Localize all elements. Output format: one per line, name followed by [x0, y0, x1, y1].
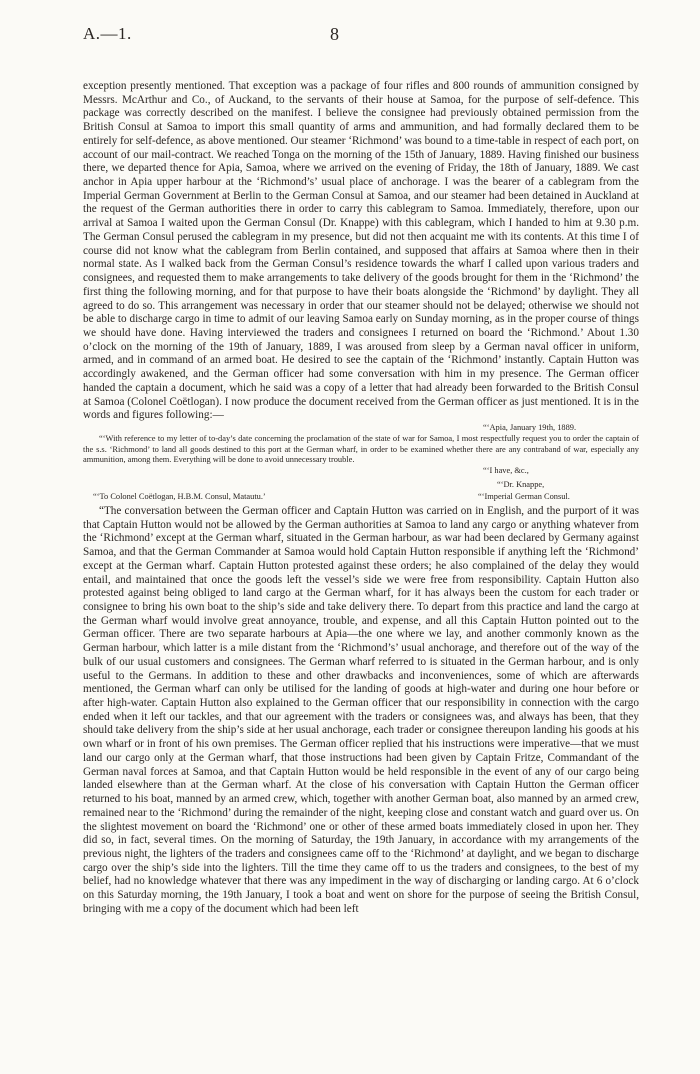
letter-signature: “‘Dr. Knappe, [497, 479, 545, 489]
letter-closing: “‘I have, &c., [483, 465, 529, 475]
letter-signatory-title: “‘Imperial German Consul. [478, 491, 570, 501]
quoted-letter [83, 423, 639, 505]
page-number: 8 [330, 24, 339, 44]
section-reference: A.—1. [83, 24, 132, 43]
letter-text: “‘With reference to my letter of to-day’s date concerning the proclamation of the state of war for Samoa, I most respectfully request you to order the captain of the s.s. ‘Richmond’ to land all goods destined to this port at the German wharf, in order to be examined whether there are any contraband of war, especially any ammunition, among them. Everything will be done to avoid unnecessary trouble. [83, 433, 639, 465]
body-text [83, 80, 639, 917]
letter-addressee: “‘To Colonel Coëtlogan, H.B.M. Consul, Matautu.’ [93, 491, 266, 501]
paragraph-2: “The conversation between the German officer and Captain Hutton was carried on in English, and the purport of it was that Captain Hutton would not be allowed by the German authorities at Samoa to land any cargo or anything whatever from the ‘Richmond’ except at the German wharf, situated in the German harbour, as war had been declared by Germany against Samoa, and that the German Commander at Samoa would hold Captain Hutton responsible if anything left the ‘Richmond’ except at the German wharf. Captain Hutton protested against these orders; he also complained of the delay they would entail, and maintained that once the goods left the vessel’s side we were free from responsibility. Captain Hutton also protested against being obliged to land cargo at the German wharf, for it has always been the custom for each trader or consignee to bring his own boat to the ship’s side and take delivery there. To depart from this practice and land the cargo at the German wharf would involve great annoyance, trouble, and expense, and all this Captain Hutton pointed out to the German officer. There are two separate harbours at Apia—the one where we lay, and another commonly known as the German harbour, which latter is a mile distant from the ‘Richmond’s’ usual anchorage, and therefore out of the way of the bulk of our usual customers and consignees. The German wharf referred to is situated in the German harbour, and is only useful to the Germans. In addition to these and other drawbacks and inconveniences, some of which are afterwards mentioned, the German wharf can only be utilised for the landing of goods at high-water and during one hour before or after high-water. Captain Hutton also explained to the German officer that our responsibility in connection with the cargo ended when it left our tackles, and that our agreement with the traders or consignees was, and always has been, that they should take delivery from the ship’s side at her usual anchorage, each trader or consignee thereupon landing his goods at his own wharf or in front of his own premises. The German officer replied that his instructions were imperative—that we must land our cargo only at the German wharf, that those instructions had been given by Captain Fritze, Commandant of the German naval forces at Samoa, and that Captain Hutton would be held responsible in the event of any of our cargo being landed elsewhere than at the German wharf. At the close of his conversation with Captain Hutton the German officer returned to his boat, manned by an armed crew, which, together with another German boat, also manned by an armed crew, remained near to the ‘Richmond’ during the remainder of the night, keeping close and constant watch and guard over us. On the slightest movement on board the ‘Richmond’ one or other of these armed boats immediately closed in upon her. They did so, in fact, several times. On the morning of Saturday, the 19th January, in accordance with my arrangements of the previous night, the lighters of the traders and consignees came off to the ‘Richmond’ at daylight, and we began to discharge cargo over the ship’s side into the lighters. Till the time they came off to us the traders and consignees, to the best of my belief, had no knowledge whatever that there was any impediment in the way of discharging or landing cargo. At 6 o’clock on this Saturday morning, the 19th January, I took a boat and went on shore for the purpose of seeing the British Consul, bringing with me a copy of the document which had been left [83, 504, 639, 915]
paragraph-1: exception presently mentioned. That exception was a package of four rifles and 800 rounds of ammunition consigned by Messrs. McArthur and Co., of Auckand, to the servants of their house at Samoa, for the purpose of self-defence. This package was correctly described on the manifest. I believe the consignee had previously obtained permission from the British Consul at Samoa to import this small quantity of arms and ammunition, and had formally declared them to be entirely for self-defence, as above mentioned. Our steamer ‘Richmond’ was bound to a time-table in respect of each port, on account of our mail-contract. We reached Tonga on the morning of the 15th of January, 1889. Having finished our business there, we departed thence for Apia, Samoa, where we arrived on the evening of Friday, the 18th of January, 1889. We cast anchor in Apia upper harbour at the ‘Richmond’s’ usual place of anchorage. I was the bearer of a cablegram from the Imperial German Government at Berlin to the German Consul at Samoa, and our steamer had been detained in Auckland at the request of the German authorities there in order to carry this cablegram to Samoa. Immediately, therefore, upon our arrival at Samoa I waited upon the German Consul (Dr. Knappe) with this cablegram, which I handed to him at 9.30 p.m. The German Consul perused the cablegram in my presence, but did not then acquaint me with its contents. At this time I of course did not know what the cablegram from Berlin contained, and supposed that affairs at Samoa where then in their normal state. As I walked back from the German Consul’s residence towards the wharf I called upon various traders and consignees, and requested them to make arrangements to take delivery of the goods brought for them in the ‘Richmond’ the first thing the following morning, and for that purpose to have their boats alongside the ‘Richmond’ by daylight. They all agreed to do so. This arrangement was necessary in order that our steamer should not be delayed; otherwise we should not be able to discharge cargo in time to admit of our leaving Samoa early on Sunday morning, as in the proper course of things we should have done. Having interviewed the traders and consignees I returned on board the ‘Richmond.’ About 1.30 o’clock on the morning of the 19th of January, 1889, I was aroused from sleep by a German naval officer in uniform, armed, and in command of an armed boat. He desired to see the captain of the ‘Richmond’ instantly. Captain Hutton was accordingly awakened, and the German officer had some conversation with him in my presence. The German officer handed the captain a document, which he said was a copy of a letter that had already been forwarded to the British Consul at Samoa (Colonel Coëtlogan). I now produce the document received from the German officer as just mentioned. It is in the words and figures following:— [83, 80, 639, 422]
letter-date: “‘Apia, January 19th, 1889. [483, 422, 577, 432]
